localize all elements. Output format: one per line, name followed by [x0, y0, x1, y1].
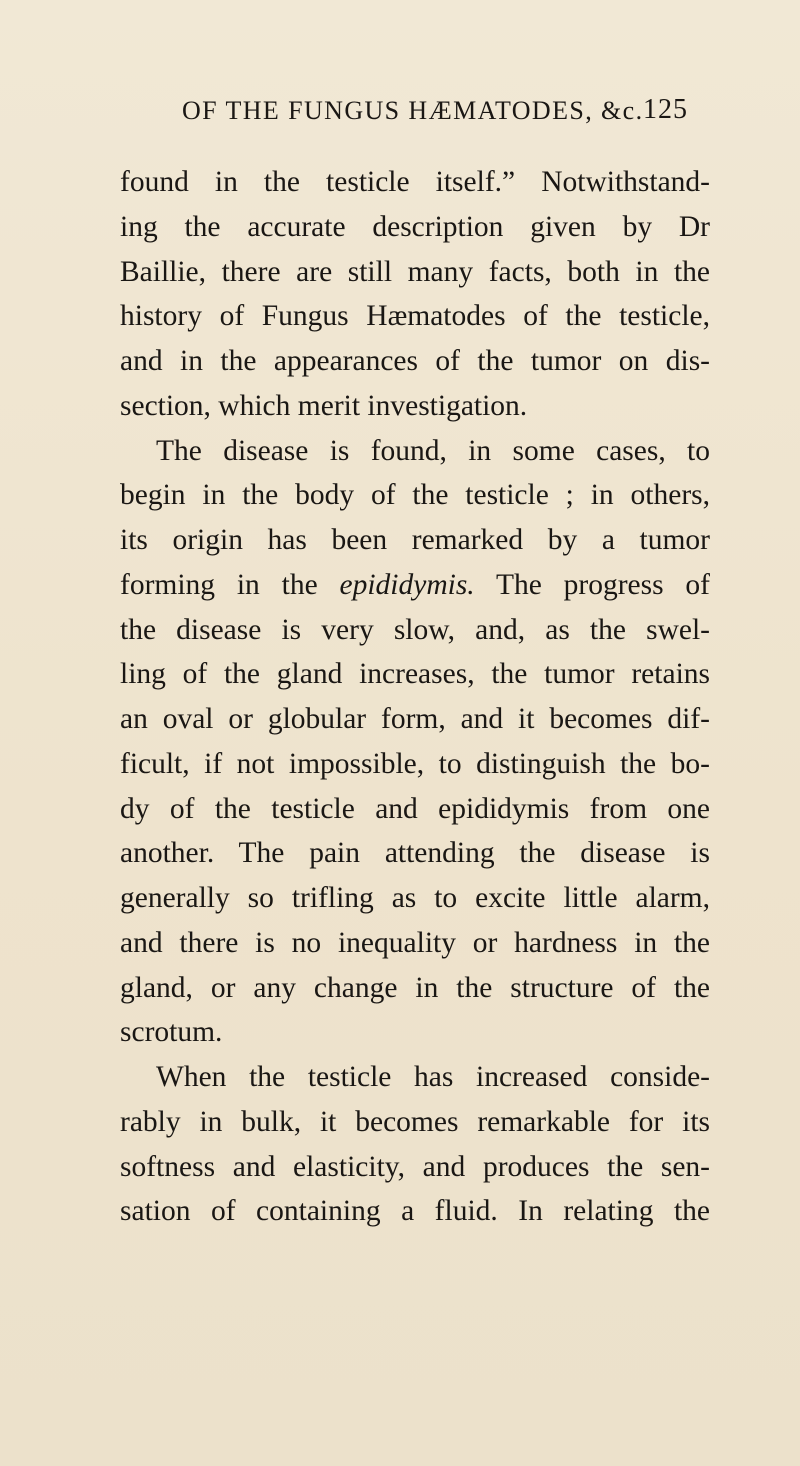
text-line: ficult, if not impossible, to distinguish the bo- [120, 747, 710, 780]
text-line: dy of the testicle and epididymis from one [120, 792, 710, 825]
text-line: found in the testicle itself.” Notwithstand- [120, 166, 710, 198]
text-line: Baillie, there are still many facts, both in the [120, 255, 710, 288]
body-text [120, 160, 710, 1234]
text-line-with-italic [120, 563, 710, 608]
text-line: ing the accurate description given by Dr [120, 210, 710, 243]
text-line: its origin has been remarked by a tumor [120, 524, 710, 556]
text-line: generally so trifling as to excite little alarm, [120, 882, 710, 914]
page-number: 125 [643, 94, 688, 125]
text-line: and there is no inequality or hardness in the [120, 926, 710, 959]
text-line: section, which merit investigation. [120, 389, 528, 422]
text-line: ling of the gland increases, the tumor retains [120, 658, 710, 691]
text-line: rably in bulk, it becomes remarkable for its [120, 1105, 710, 1138]
text-line: an oval or globular form, and it becomes dif- [120, 703, 710, 735]
text-line: another. The pain attending the disease is [120, 837, 710, 870]
text-fragment: forming in the [120, 568, 340, 601]
running-head [0, 96, 800, 136]
text-line: begin in the body of the testicle ; in others, [120, 479, 710, 512]
text-fragment: The progress of [474, 568, 711, 601]
text-line: gland, or any change in the structure of the [120, 971, 710, 1004]
text-line: history of Fungus Hæmatodes of the testicle, [120, 300, 710, 333]
text-line: scrotum. [120, 1016, 223, 1049]
text-line: The disease is found, in some cases, to [156, 434, 710, 467]
text-line: softness and elasticity, and produces the sen- [120, 1150, 710, 1183]
text-line: When the testicle has increased conside- [156, 1061, 710, 1093]
text-line: and in the appearances of the tumor on dis- [120, 345, 710, 377]
italic-term: epididymis. [339, 568, 475, 601]
text-line: sation of containing a fluid. In relating the [120, 1195, 710, 1228]
running-head-title: OF THE FUNGUS HÆMATODES, &c. [182, 96, 644, 125]
text-line: the disease is very slow, and, as the swel- [120, 613, 710, 646]
